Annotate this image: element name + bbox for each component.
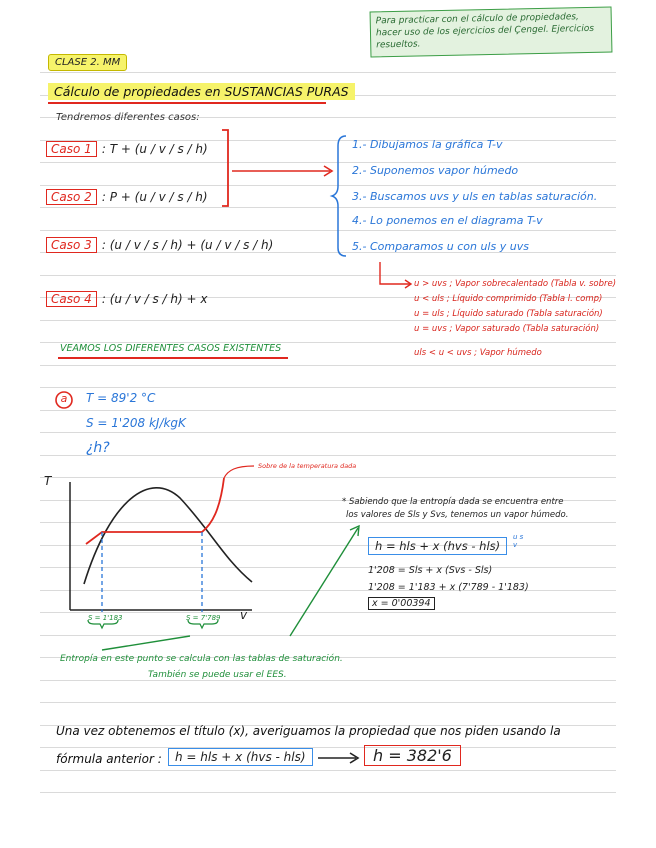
condition-5: uls < u < uvs ; Vapor húmedo [414, 348, 542, 358]
step-3: 3.- Buscamos uvs y uls en tablas saturación. [352, 190, 598, 203]
example-question: ¿h? [86, 440, 110, 456]
diagram-note-1: Entropía en este punto se calcula con las tablas de saturación. [60, 654, 343, 664]
condition-1: u > uvs ; Vapor sobrecalentado (Tabla v. sobre) [414, 279, 617, 289]
case-formula: : (u / v / s / h) + (u / v / s / h) [101, 238, 274, 252]
condition-2: u < uls ; Líquido comprimido (Tabla l. comp) [414, 294, 603, 304]
curve-note: Sobre de la temperatura dada [258, 462, 357, 470]
sl-label: S = 1'183 [88, 614, 123, 622]
calc-intro-1: * Sabiendo que la entropía dada se encuentra entre [342, 497, 564, 507]
v-axis-label: v [240, 608, 248, 622]
final-result-box: h = 382'6 [364, 745, 461, 766]
saturation-dome [84, 488, 252, 584]
case-formula: : T + (u / v / s / h) [101, 142, 208, 156]
example-marker: a [60, 392, 68, 405]
entropy-note-arrow [102, 636, 190, 650]
step-1: 1.- Dibujamos la gráfica T-v [352, 138, 503, 151]
section-underline [58, 357, 288, 359]
case-label: Caso 3 [46, 237, 97, 253]
step-4: 4.- Lo ponemos en el diagrama T-v [352, 214, 543, 227]
case-formula: : P + (u / v / s / h) [101, 190, 208, 204]
calc-line-2: 1'208 = 1'183 + x (7'789 - 1'183) [368, 582, 529, 593]
section-heading: VEAMOS LOS DIFERENTES CASOS EXISTENTES [60, 343, 282, 354]
example-entropy: S = 1'208 kJ/kgK [86, 416, 186, 430]
example-temperature: T = 89'2 °C [86, 391, 156, 405]
closing-line-1: Una vez obtenemos el título (x), averiguamos la propiedad que nos piden usando la [56, 724, 561, 738]
step-2: 2.- Suponemos vapor húmedo [352, 164, 519, 177]
closing-equation-box: h = hls + x (hvs - hls) [168, 748, 313, 766]
case-label: Caso 1 [46, 141, 97, 157]
study-note-text: Para practicar con el cálculo de propiedades, hacer uso de los ejercicios del Çengel. Ejercicios resueltos. [375, 12, 595, 51]
diagram-note-2: También se puede usar el EES. [148, 670, 287, 680]
page-title: Cálculo de propiedades en SUSTANCIAS PURAS [48, 83, 355, 100]
calc-intro-2: los valores de Sls y Svs, tenemos un vapor húmedo. [346, 510, 569, 520]
t-axis-label: T [44, 474, 52, 488]
step-5: 5.- Comparamos u con uls y uvs [352, 240, 529, 253]
sv-label: S = 7'789 [186, 614, 221, 622]
case-formula: : (u / v / s / h) + x [101, 292, 208, 306]
calc-result-x: x = 0'00394 [368, 597, 435, 610]
entropy-equation-box: h = hls + x (hvs - hls) [368, 537, 507, 555]
result-arrow [316, 748, 362, 768]
subtitle: Tendremos diferentes casos: [56, 112, 200, 123]
calc-line-1: 1'208 = Sls + x (Svs - Sls) [368, 565, 493, 576]
equation-side-labels: u s v [513, 533, 524, 549]
closing-line-2: fórmula anterior : [56, 752, 162, 766]
calc-arrow [290, 528, 358, 636]
class-tag: CLASE 2. MM [48, 54, 127, 71]
isotherm-note-arrow [224, 466, 254, 478]
condition-4: u = uvs ; Vapor saturado (Tabla saturación) [414, 324, 600, 334]
case-label: Caso 2 [46, 189, 97, 205]
case-label: Caso 4 [46, 291, 97, 307]
condition-3: u = uls ; Líquido saturado (Tabla saturación) [414, 309, 603, 319]
